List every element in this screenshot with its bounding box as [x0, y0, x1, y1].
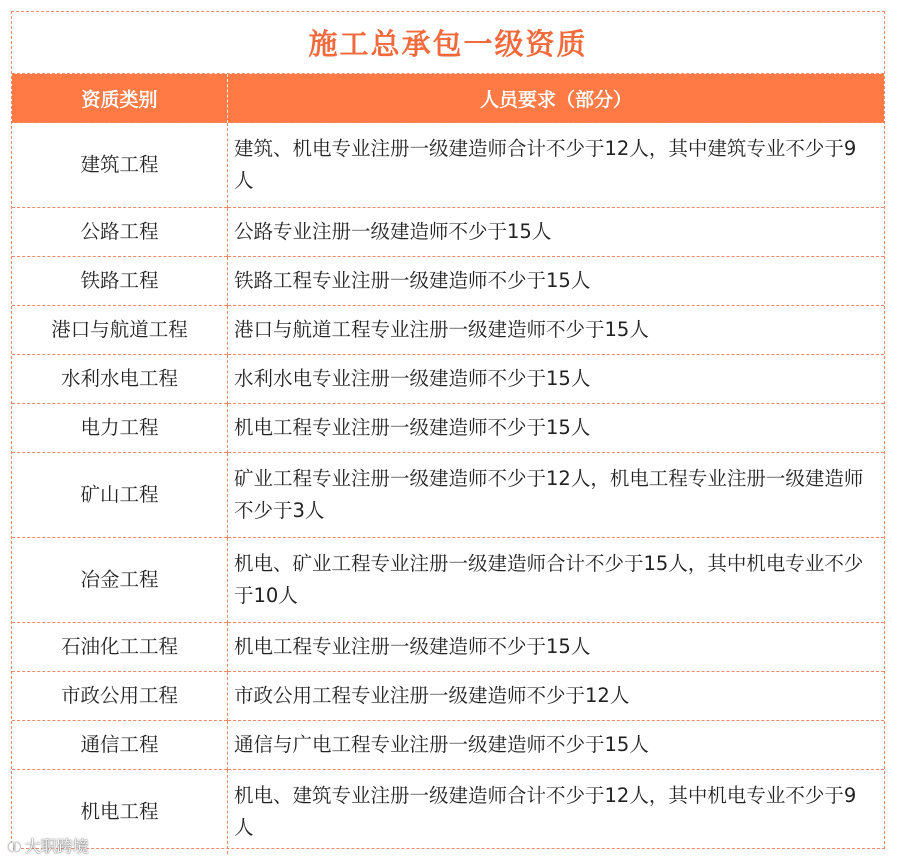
qualification-table	[12, 74, 884, 854]
row-category: 通信工程	[12, 721, 228, 770]
row-requirement: 机电工程专业注册一级建造师不少于15人	[228, 404, 885, 453]
row-requirement: 机电、矿业工程专业注册一级建造师合计不少于15人，其中机电专业不少于10人	[228, 538, 885, 623]
row-requirement: 机电、建筑专业注册一级建造师合计不少于12人，其中机电专业不少于9人	[228, 770, 885, 855]
table-row	[12, 208, 884, 257]
row-category: 铁路工程	[12, 257, 228, 306]
table-row	[12, 257, 884, 306]
row-category: 机电工程	[12, 770, 228, 855]
watermark-logo-icon: ◖◗	[8, 838, 21, 853]
row-category: 水利水电工程	[12, 355, 228, 404]
row-category: 港口与航道工程	[12, 306, 228, 355]
header-requirement: 人员要求（部分）	[228, 74, 885, 123]
table-row	[12, 404, 884, 453]
row-category: 公路工程	[12, 208, 228, 257]
page-title: 施工总承包一级资质	[308, 27, 588, 61]
row-category: 市政公用工程	[12, 672, 228, 721]
table-header-row	[12, 74, 884, 123]
row-requirement: 矿业工程专业注册一级建造师不少于12人，机电工程专业注册一级建造师不少于3人	[228, 453, 885, 538]
table-row	[12, 721, 884, 770]
table-row	[12, 453, 884, 538]
row-requirement: 水利水电专业注册一级建造师不少于15人	[228, 355, 885, 404]
row-requirement: 机电工程专业注册一级建造师不少于15人	[228, 623, 885, 672]
row-requirement: 通信与广电工程专业注册一级建造师不少于15人	[228, 721, 885, 770]
table-row	[12, 355, 884, 404]
row-category: 矿山工程	[12, 453, 228, 538]
row-requirement: 市政公用工程专业注册一级建造师不少于12人	[228, 672, 885, 721]
watermark	[8, 834, 89, 857]
watermark-text: 大职跨境	[24, 837, 89, 856]
table-row	[12, 672, 884, 721]
row-category: 建筑工程	[12, 123, 228, 208]
row-category: 冶金工程	[12, 538, 228, 623]
table-row	[12, 770, 884, 855]
row-requirement: 铁路工程专业注册一级建造师不少于15人	[228, 257, 885, 306]
table-row	[12, 623, 884, 672]
row-requirement: 公路专业注册一级建造师不少于15人	[228, 208, 885, 257]
row-requirement: 港口与航道工程专业注册一级建造师不少于15人	[228, 306, 885, 355]
table-row	[12, 123, 884, 208]
row-category: 石油化工工程	[12, 623, 228, 672]
row-requirement: 建筑、机电专业注册一级建造师合计不少于12人，其中建筑专业不少于9人	[228, 123, 885, 208]
row-category: 电力工程	[12, 404, 228, 453]
table-row	[12, 306, 884, 355]
table-row	[12, 538, 884, 623]
header-category: 资质类别	[12, 74, 228, 123]
